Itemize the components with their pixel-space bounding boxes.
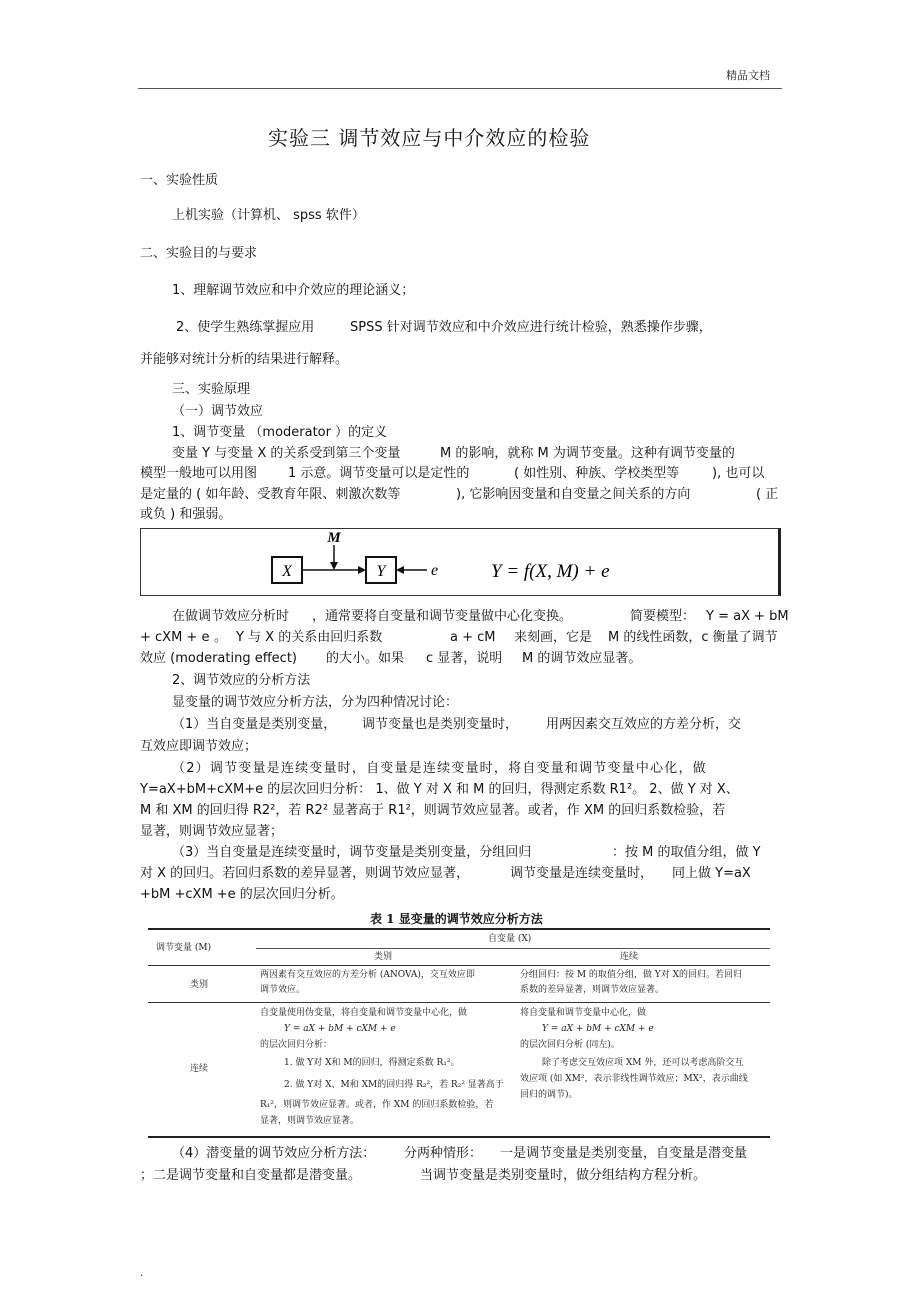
methods-intro: 显变量的调节效应分析方法，分为四种情况讨论： (172, 695, 459, 710)
center-line-1d: Y = aX + bM (706, 609, 789, 624)
header-label: 精品文档 (726, 69, 770, 82)
row-2-cat-l7: 显著，则调节效应显著。 (260, 1116, 360, 1126)
row-2-cat-l3: 的层次回归分析： (260, 1040, 333, 1050)
th-categorical: 类别 (374, 952, 393, 962)
center-line-2b: 。 (214, 630, 228, 645)
row-2-cont-l6: 回归的调节)。 (520, 1090, 578, 1100)
row-2-cont-l5: 效应项 (如 XM²，表示非线性调节效应；MX²，表示曲线 (520, 1074, 748, 1084)
row-1-cont-l1: 分组回归：按 M 的取值分组，做 Y对 X的回归。若回归 (520, 970, 743, 980)
center-line-1c: 简要模型： (630, 609, 696, 624)
center-line-3c: c 显著，说明 (426, 651, 503, 666)
label-e: e (431, 562, 439, 579)
arrow-m-head (330, 562, 338, 570)
section-3-heading: 三、实验原理 (172, 382, 251, 397)
table-header-rule (148, 965, 770, 966)
center-line-2e: 来刻画，它是 (514, 630, 593, 645)
table-caption: 表 1 显变量的调节效应分析方法 (370, 912, 543, 926)
case-2-line-4: 显著，则调节效应显著； (140, 824, 284, 839)
case-3-line-2b: 调节变量是连续变量时， (510, 866, 654, 881)
row-2-cat-l2: Y = aX + bM + cXM + e (284, 1024, 396, 1034)
table-top-rule (148, 928, 770, 930)
case-3-line-1a: （3）当自变量是连续变量时，调节变量是类别变量，分组回归 (172, 845, 532, 860)
case-3-line-3: +bM +cXM +e 的层次回归分析。 (140, 887, 344, 902)
row-2-cont-l2: Y = aX + bM + cXM + e (542, 1024, 654, 1034)
def-line-2a: 模型一般地可以用图 (140, 466, 258, 481)
def-line-3a: 是定量的 ( 如年龄、受教育年限、刺激次数等 (140, 487, 401, 502)
case-3-line-1b: ：按 M 的取值分组，做 Y (612, 845, 761, 860)
case-1c: 用两因素交互效应的方差分析，交 (546, 717, 742, 732)
row-1-cat-l2: 调节效应。 (260, 985, 306, 995)
formula: Y = f(X, M) + e (491, 561, 610, 582)
row-2-cat-l5: 2. 做 Y对 X、M和 XM的回归得 R₂²，若 R₂² 显著高于 (284, 1080, 504, 1090)
def-line-2c: ( 如性别、种族、学校类型等 (514, 466, 680, 481)
case-2-line-3: M 和 XM 的回归得 R2²，若 R2² 显著高于 R1²，则调节效应显著。或者，作 XM 的回归系数检验，若 (140, 803, 726, 818)
row-1-cont-l2: 系数的差异显著，则调节效应显著。 (520, 985, 665, 995)
page-title: 实验三 调节效应与中介效应的检验 (268, 126, 591, 150)
section-2-item-2b: SPSS 针对调节效应和中介效应进行统计检验，熟悉操作步骤， (350, 320, 712, 335)
center-line-3d: M 的调节效应显著。 (522, 651, 642, 666)
def-line-3c: ( 正 (756, 487, 779, 502)
row-2-cat-l6: R₁²，则调节效应显著。或者，作 XM 的回归系数检验，若 (260, 1100, 494, 1110)
th-moderator: 调节变量 (M) (156, 943, 212, 953)
center-line-2d: a + cM (450, 630, 496, 645)
figure-1 (140, 528, 781, 596)
center-line-2c: Y 与 X 的关系由回归系数 (236, 630, 383, 645)
case-3-line-2c: 同上做 Y=aX (672, 866, 751, 881)
case-4-line-1a: （4）潜变量的调节效应分析方法： (172, 1146, 376, 1161)
row-2-cont-l3: 的层次回归分析 (同左)。 (520, 1040, 620, 1050)
section-2-heading: 二、实验目的与要求 (140, 246, 258, 261)
center-line-1a: 在做调节效应分析时 (172, 609, 290, 624)
case-4-line-2a: ；二是调节变量和自变量都是潜变量。 (140, 1168, 362, 1183)
case-3-line-2a: 对 X 的回归。若回归系数的差异显著，则调节效应显著， (140, 866, 470, 881)
row-2-cont-l4: 除了考虑交互效应项 XM 外，还可以考虑高阶交互 (542, 1058, 744, 1068)
case-4-line-1b: 分两种情形： (404, 1146, 483, 1161)
footer-dot: . (140, 1268, 144, 1279)
row-2-cont-l1: 将自变量和调节变量中心化，做 (520, 1008, 647, 1018)
th-independent: 自变量 (X) (488, 934, 532, 944)
row-1-cat-l1: 两因素有交互效应的方差分析 (ANOVA)，交互效应即 (260, 970, 475, 980)
table-bottom-rule (148, 1136, 770, 1138)
center-line-1b: ，通常要将自变量和调节变量做中心化变换。 (312, 609, 573, 624)
figure-1-diagram (141, 529, 779, 595)
row-1-label: 类别 (190, 980, 209, 990)
th-continuous: 连续 (620, 952, 639, 962)
def-line-2d: ), 也可以 (712, 466, 765, 481)
arrow-e-head (396, 566, 404, 574)
methods-heading: 2、调节效应的分析方法 (172, 673, 311, 688)
center-line-2f: M 的线性函数，c 衡量了调节 (608, 630, 778, 645)
center-line-3b: 的大小。如果 (326, 651, 405, 666)
case-1a: （1）当自变量是类别变量， (172, 717, 337, 732)
case-2-line-2: Y=aX+bM+cXM+e 的层次回归分析： 1、做 Y 对 X 和 M 的回归，得测定系数 R1²。 2、做 Y 对 X、 (140, 782, 739, 797)
row-2-cat-l4: 1. 做 Y对 X和 M的回归，得测定系数 R₁²。 (284, 1058, 460, 1068)
section-2-item-1: 1、理解调节效应和中介效应的理论涵义； (172, 283, 415, 298)
case-1b: 调节变量也是类别变量时， (362, 717, 519, 732)
case-4-line-1c: 一是调节变量是类别变量，自变量是潜变量 (500, 1146, 748, 1161)
table-row-rule (148, 1002, 770, 1003)
row-2-label: 连续 (190, 1064, 209, 1074)
def-line-2b: 1 示意。调节变量可以是定性的 (288, 466, 470, 481)
row-2-cat-l1: 自变量使用伪变量，将自变量和调节变量中心化，做 (260, 1008, 468, 1018)
arrow-x-to-y-head (358, 566, 366, 574)
label-m: M (327, 530, 341, 546)
box-y-label: Y (376, 563, 386, 580)
table-header-split (256, 948, 770, 949)
case-2-line-1: （2）调节变量是连续变量时，自变量是连续变量时，将自变量和调节变量中心化，做 (172, 761, 707, 776)
box-x-label: X (282, 563, 292, 580)
section-1-heading: 一、实验性质 (140, 173, 219, 188)
section-2-item-2-cont: 并能够对统计分析的结果进行解释。 (140, 352, 349, 367)
center-line-2a: + cXM + e (140, 630, 210, 645)
analysis-table (148, 928, 770, 1138)
section-3-sub-1: （一）调节效应 (172, 404, 264, 419)
section-2-item-2a: 2、使学生熟练掌握应用 (176, 320, 315, 335)
def-line-1a: 变量 Y 与变量 X 的关系受到第三个变量 (172, 446, 401, 461)
case-4-line-2b: 当调节变量是类别变量时，做分组结构方程分析。 (420, 1168, 707, 1183)
case-1-cont: 互效应即调节效应； (140, 739, 258, 754)
def-line-1b: M 的影响，就称 M 为调节变量。这种有调节变量的 (440, 446, 735, 461)
header-rule (138, 88, 782, 89)
def-line-3b: ), 它影响因变量和自变量之间关系的方向 (456, 487, 691, 502)
definition-heading: 1、调节变量 （moderator ）的定义 (172, 425, 388, 440)
section-1-body: 上机实验（计算机、 spss 软件） (172, 208, 365, 223)
center-line-3a: 效应 (moderating effect) (140, 651, 297, 666)
def-line-4: 或负 ) 和强弱。 (140, 507, 232, 522)
